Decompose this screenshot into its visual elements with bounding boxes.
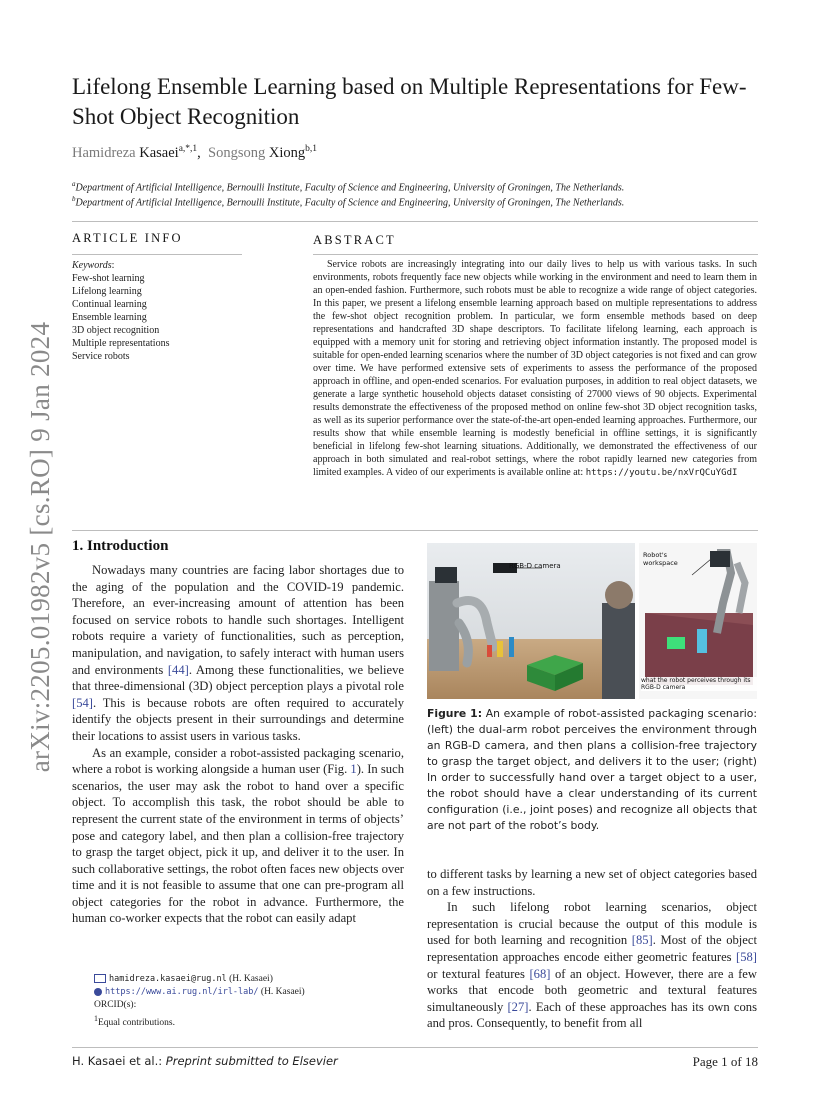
footnote-orcid: ORCID(s): bbox=[94, 1000, 137, 1010]
keyword: Lifelong learning bbox=[72, 286, 142, 297]
affiliation bbox=[72, 180, 624, 193]
paragraph-text: . Most of the object representation approaches encode either geometric features bbox=[427, 933, 757, 964]
running-footer bbox=[72, 1054, 338, 1068]
citation-link[interactable]: [58] bbox=[736, 949, 757, 964]
author-family-name: Kasaei bbox=[139, 144, 179, 161]
section-heading-introduction: 1. Introduction bbox=[72, 538, 169, 554]
affiliation-mark: b bbox=[72, 195, 76, 203]
intro-left-column bbox=[72, 562, 404, 927]
keywords-block: Keywords: Few-shot learning Lifelong learning Continual learning Ensemble learning 3D object recognition Multiple representations Service robots bbox=[72, 260, 170, 362]
divider bbox=[72, 254, 242, 255]
intro-right-column bbox=[427, 866, 757, 1032]
abstract-text: Service robots are increasingly integrating into our daily lives to help us with various tasks. In such environments, robots frequently face new objects while working in the environment and need to learn them in an open-ended fashion. Furthermore, such robots must be able to recognize a wide range of object categories. In this paper, we present a lifelong ensemble learning approach based on multiple representations to address the few-shot object recognition problem. In particular, we form ensemble methods based on deep representations and handcrafted 3D shape descriptors. To facilitate lifelong learning, each approach is equipped with a memory unit for storing and retrieving object information instantly. The proposed model is suitable for open-ended learning scenarios where the number of 3D object categories is not fixed and can grow over time. We have performed extensive sets of experiments to assess the performance of the proposed approach in offline, and open-ended scenarios. For evaluation purposes, in addition to real object datasets, we generate a large synthetic household objects dataset consisting of 27000 views of 90 objects. Experimental results demonstrate the effectiveness of the proposed method on online few-shot 3D object recognition tasks, as well as its superior performance over the state-of-the-art open-ended learning approaches. Furthermore, our results show that while ensemble learning is modestly beneficial in offline settings, it is significantly beneficial in lifelong few-shot learning situations. Additionally, we demonstrated the effectiveness of our approach in both simulated and real-robot settings, where the robot rapidly learned new categories from limited examples. A video of our experiments is available online at: bbox=[313, 259, 757, 478]
divider bbox=[72, 1047, 758, 1048]
paragraph-text: As an example, consider a robot-assisted packaging scenario, where a robot is working alongside a human user (Fig. bbox=[72, 745, 404, 777]
paragraph-text: ). In such scenarios, the user may ask the robot to hand over a specific object. To accomplish this task, the robot should be able to represent the current state of the environment in terms of objects’ pose and category label, and then plan a collision-free trajectory to grasp the target object, pick it up, and deliver it to the user. In such collaborative settings, the robot often faces new objects over time and it is not feasible to assume that one can pre-program all object categories for the robot in advance. Furthermore, the human co-worker expects that the robot can easily adapt bbox=[72, 762, 404, 926]
caption-label: Figure 1: bbox=[427, 707, 483, 720]
divider bbox=[72, 221, 758, 222]
affiliation-text: Department of Artificial Intelligence, Bernoulli Institute, Faculty of Science and Engineering, University of Groningen, The Netherlands. bbox=[75, 182, 625, 194]
author-marks: a,*,1 bbox=[178, 144, 198, 154]
citation-link[interactable]: [44] bbox=[167, 662, 189, 677]
figure-1-image bbox=[427, 543, 757, 699]
arxiv-identifier: arXiv:2205.01982v5 [cs.RO] 9 Jan 2024 bbox=[25, 321, 55, 773]
paragraph-text: . Among these functionalities, we believe that three-dimensional (3D) object perception plays a pivotal role bbox=[72, 662, 404, 694]
footnote-owner: (H. Kasaei) bbox=[258, 987, 305, 997]
footnote-text: Equal contributions. bbox=[97, 1018, 175, 1029]
page-number: Page 1 of 18 bbox=[692, 1054, 758, 1069]
author-family-name: Xiong bbox=[268, 144, 306, 161]
paragraph-text: . Each of these approaches has its own cons and pros. Consequently, to benefit from all bbox=[427, 999, 757, 1031]
figure-label-perceive: what the robot perceives through its RGB-D camera bbox=[641, 677, 757, 691]
person-icon bbox=[94, 988, 102, 996]
video-link[interactable]: https://youtu.be/nxVrQCuYGdI bbox=[585, 468, 738, 478]
keyword: 3D object recognition bbox=[72, 325, 160, 336]
footnotes bbox=[94, 973, 305, 1030]
divider bbox=[72, 530, 758, 531]
keyword: Continual learning bbox=[72, 299, 147, 310]
divider bbox=[313, 254, 758, 255]
keyword: Ensemble learning bbox=[72, 312, 147, 323]
paragraph bbox=[72, 562, 404, 745]
affiliation bbox=[72, 195, 624, 208]
keyword: Few-shot learning bbox=[72, 273, 145, 284]
paragraph-text: or textural features bbox=[427, 966, 530, 981]
figure-label-workspace: Robot's workspace bbox=[643, 551, 678, 567]
figure-label-rgbd: RGB-D camera bbox=[509, 562, 561, 570]
paragraph-text: . This is because robots are often required to accurately identify the objects present in their surroundings and determine their locations to assist users in various tasks. bbox=[72, 695, 404, 743]
footer-authors: H. Kasaei et al.: bbox=[72, 1054, 166, 1068]
author-given-name: Songsong bbox=[208, 144, 266, 161]
caption-text: An example of robot-assisted packaging scenario: (left) the dual-arm robot perceives the environment through an RGB-D camera, and then plans a collision-free trajectory to grasp the target object, and delivers it to the user; (right) In order to successfully hand over a target object to a user, the robot should have a clear understanding of its current configuration (i.e., joint poses) and recognize all objects that are not part of the robot’s body. bbox=[427, 707, 757, 832]
paragraph: to different tasks by learning a new set of object categories based on a few instructions. bbox=[427, 867, 757, 898]
lab-website-link[interactable]: https://www.ai.rug.nl/irl-lab/ bbox=[105, 987, 259, 997]
citation-link[interactable]: [54] bbox=[72, 695, 93, 710]
affiliation-text: Department of Artificial Intelligence, Bernoulli Institute, Faculty of Science and Engineering, University of Groningen, The Netherlands. bbox=[75, 197, 625, 209]
footnote-email bbox=[94, 973, 305, 986]
footnote-equal-contribution: $^1$Equal contributions. bbox=[94, 1014, 175, 1029]
paper-title: Lifelong Ensemble Learning based on Multiple Representations for Few-Shot Object Recognition bbox=[72, 74, 747, 129]
footer-journal: Preprint submitted to Elsevier bbox=[165, 1054, 338, 1068]
envelope-icon bbox=[94, 974, 106, 983]
keywords-label: Keywords bbox=[72, 260, 112, 271]
email-link[interactable]: hamidreza.kasaei@rug.nl bbox=[109, 974, 227, 984]
author-given-name: Hamidreza bbox=[72, 144, 136, 161]
abstract-body bbox=[313, 258, 757, 480]
affiliation-mark: a bbox=[72, 180, 76, 188]
paragraph bbox=[427, 899, 757, 1032]
article-info-heading: ARTICLE INFO bbox=[72, 231, 183, 245]
paragraph-text: In such lifelong robot learning scenarios, object representation is crucial because the output of this module is used for both learning and recognition bbox=[427, 900, 757, 948]
citation-link[interactable]: [27] bbox=[507, 999, 529, 1014]
keyword: Service robots bbox=[72, 351, 130, 362]
author-list: Hamidreza Kasaei$^{a,*,1}$, Songsong Xiong$^{b,1}$ bbox=[72, 144, 317, 161]
paragraph-text: Nowadays many countries are facing labor shortages due to the aging of the population and the COVID-19 pandemic. Therefore, an ever-increasing amount of attention has been focused on service robots to handle such shortages. Intelligent robots require a variety of functionalities, such as perception, manipulation, and navigation, to safely interact with human users and environments bbox=[72, 563, 404, 677]
author-marks: b,1 bbox=[305, 144, 317, 154]
figure-1-caption bbox=[427, 706, 757, 834]
abstract-heading: ABSTRACT bbox=[313, 233, 396, 247]
footnote-owner: (H. Kasaei) bbox=[226, 974, 273, 984]
figure-reference-link[interactable]: 1 bbox=[350, 762, 357, 777]
citation-link[interactable]: [68] bbox=[529, 966, 551, 981]
keyword: Multiple representations bbox=[72, 338, 170, 349]
footnote-url bbox=[94, 986, 305, 999]
paragraph-text: of an object. However, there are a few works that encode both geometric and textural features simultaneously bbox=[427, 966, 757, 1014]
paragraph bbox=[72, 745, 404, 928]
citation-link[interactable]: [85] bbox=[631, 933, 653, 948]
